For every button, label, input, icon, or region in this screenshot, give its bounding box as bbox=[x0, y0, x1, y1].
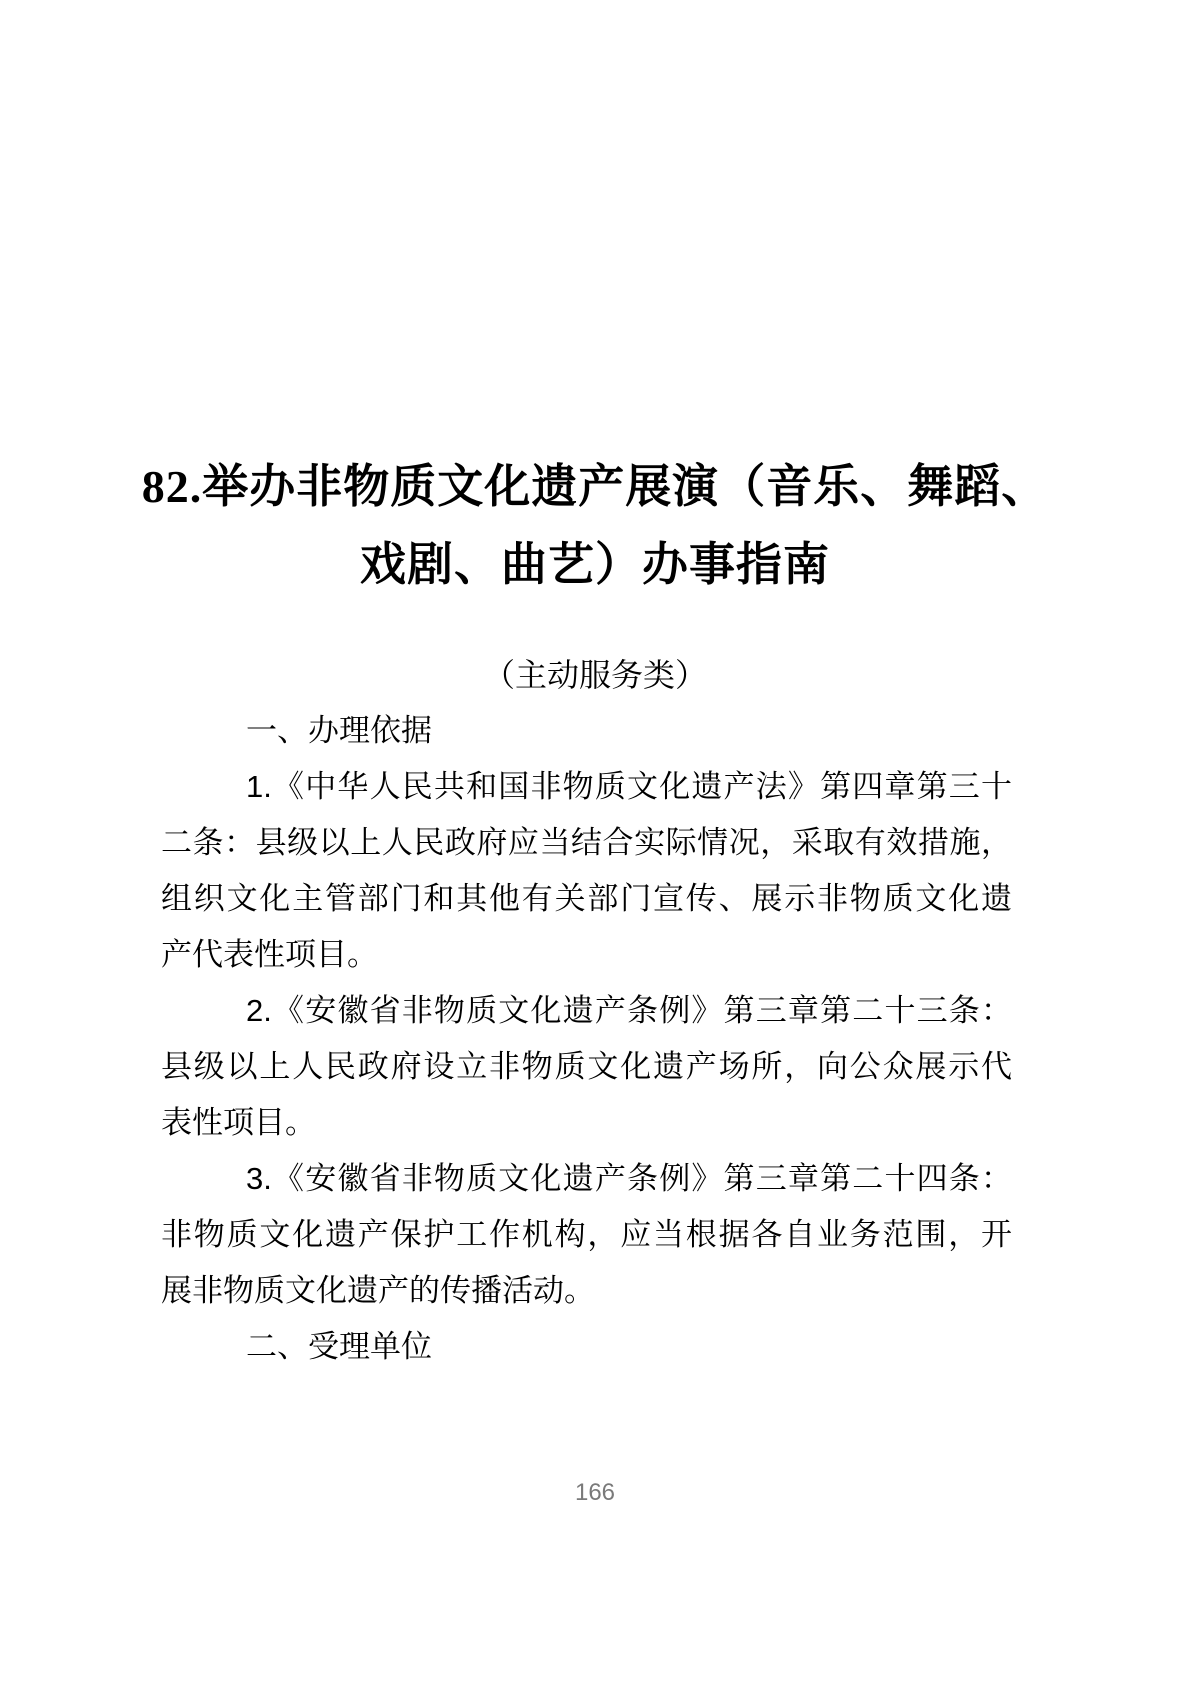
body-line: 3.《安徽省非物质文化遗产条例》第三章第二十四条： bbox=[246, 1161, 1012, 1196]
body-line: 二条：县级以上人民政府应当结合实际情况，采取有效措施， bbox=[161, 825, 1012, 860]
page-number: 166 bbox=[574, 1479, 616, 1506]
body-line: 展非物质文化遗产的传播活动。 bbox=[161, 1273, 595, 1308]
body-line: 二、受理单位 bbox=[246, 1329, 432, 1364]
document-subtitle: （主动服务类） bbox=[482, 657, 707, 693]
body-line: 产代表性项目。 bbox=[161, 937, 378, 972]
body-line: 组织文化主管部门和其他有关部门宣传、展示非物质文化遗 bbox=[161, 881, 1012, 916]
body-line: 2.《安徽省非物质文化遗产条例》第三章第二十三条： bbox=[246, 993, 1012, 1028]
body-line: 1.《中华人民共和国非物质文化遗产法》第四章第三十 bbox=[246, 769, 1012, 804]
body-line: 表性项目。 bbox=[161, 1105, 316, 1140]
body-line: 一、办理依据 bbox=[246, 713, 432, 748]
body-line: 非物质文化遗产保护工作机构，应当根据各自业务范围，开 bbox=[161, 1217, 1012, 1252]
document-title bbox=[0, 448, 1190, 604]
document-title-line-2: 戏剧、曲艺）办事指南 bbox=[360, 539, 830, 590]
document-title-line-1: 82.举办非物质文化遗产展演（音乐、舞蹈、 bbox=[141, 461, 1049, 512]
body-line: 县级以上人民政府设立非物质文化遗产场所，向公众展示代 bbox=[161, 1049, 1012, 1084]
body-text bbox=[161, 703, 1012, 1375]
